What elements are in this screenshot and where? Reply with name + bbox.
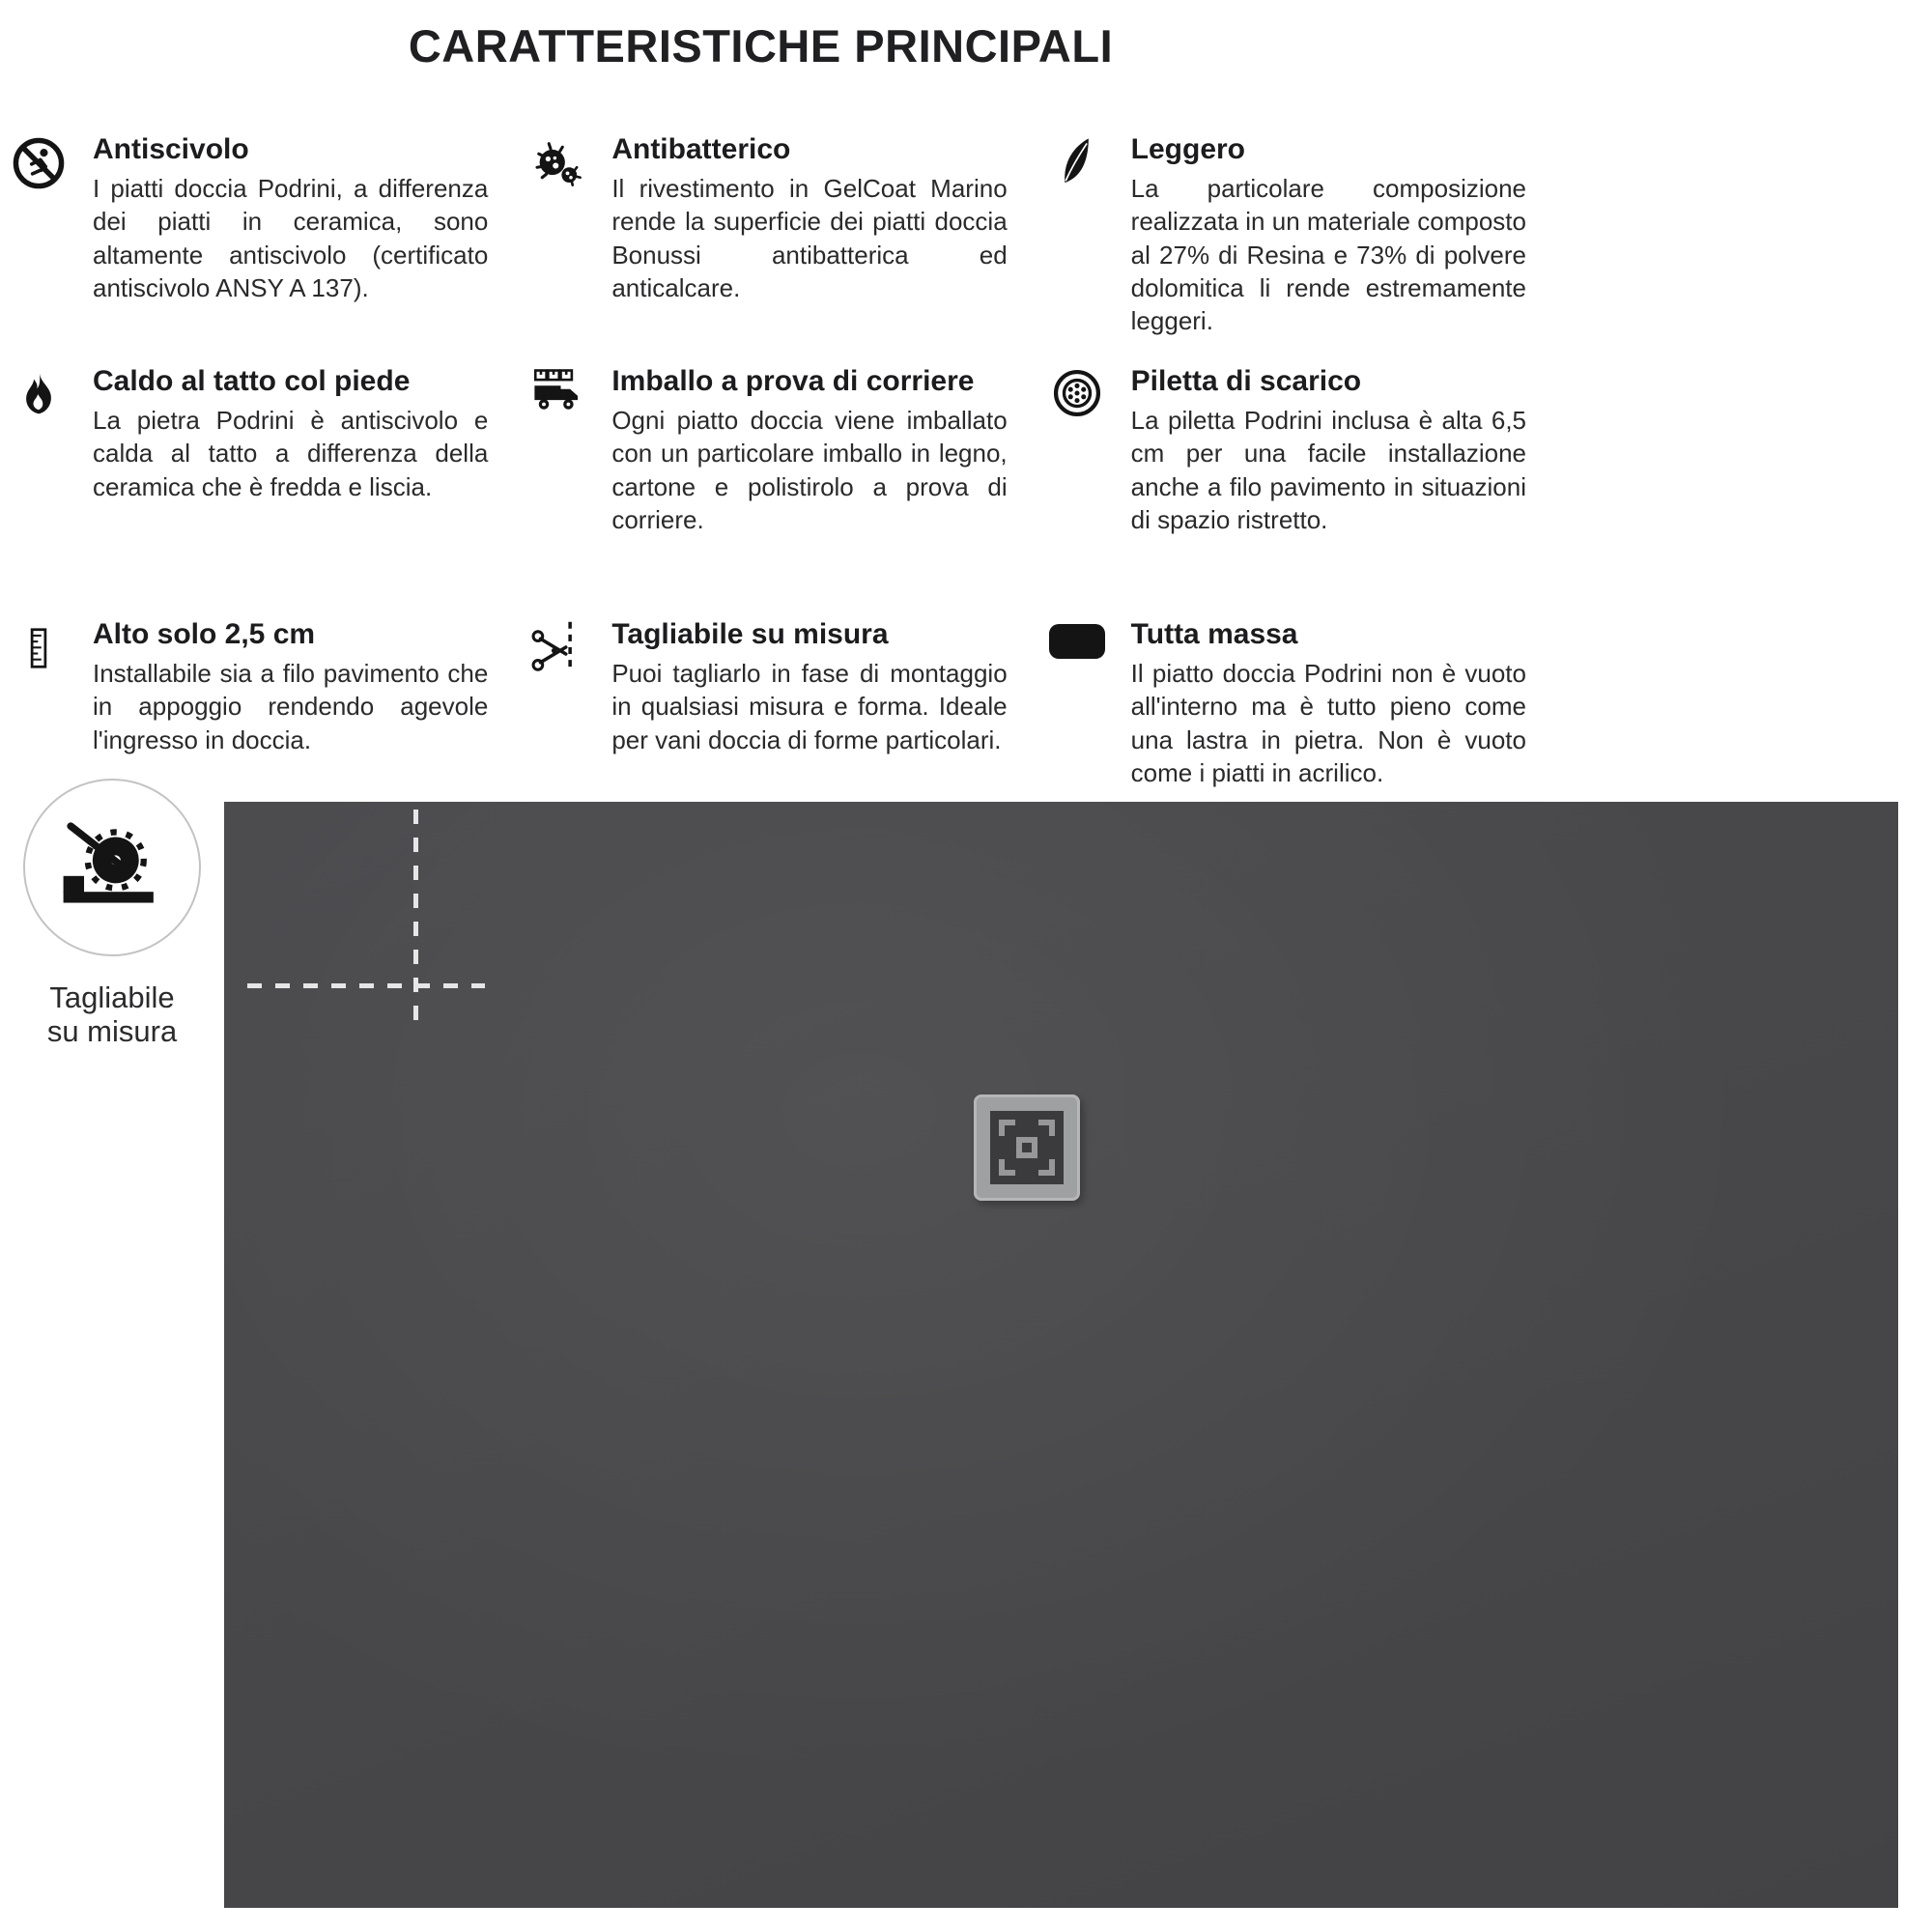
drain-icon [1046,365,1108,419]
feature-title: Tutta massa [1130,618,1298,650]
feature-title: Leggero [1130,133,1246,165]
feather-icon [1046,133,1108,187]
solid-slab-icon [1046,618,1108,659]
feature-piletta [1046,365,1526,536]
feature-leggero [1046,133,1526,338]
feature-antibatterico [526,133,1007,338]
feature-tutta-massa [1046,618,1526,789]
tray-drain-cover [974,1094,1080,1201]
flame-icon [8,365,70,421]
cut-line-horizontal [247,983,485,988]
cut-badge-caption-line1: Tagliabile [49,980,175,1014]
bacteria-icon [526,133,588,189]
feature-imballo [526,365,1007,536]
features-row-2 [8,365,1526,536]
feature-alto-25cm [8,618,488,789]
feature-body: La piletta Podrini inclusa è alta 6,5 cm per una facile installazione anche a filo pavimento in situazioni di spazio ristretto. [1130,406,1526,534]
feature-body: Installabile sia a filo pavimento che in appoggio rendendo agevole l'ingresso in doccia. [93,659,489,754]
feature-title: Alto solo 2,5 cm [93,618,316,650]
features-row-3 [8,618,1526,789]
feature-title: Caldo al tatto col piede [93,365,411,397]
cut-line-vertical [413,810,418,1024]
no-slip-icon [8,133,70,191]
ruler-icon [8,618,70,676]
shower-tray-photo [224,802,1898,1908]
feature-title: Antiscivolo [93,133,249,165]
feature-body: La pietra Podrini è antiscivolo e calda al tatto a differenza della ceramica che è fredda e liscia. [93,406,489,501]
circular-saw-icon [23,779,201,956]
cut-to-size-badge [23,779,201,1048]
features-row-1 [8,133,1526,338]
feature-body: Il rivestimento in GelCoat Marino rende la superficie dei piatti doccia Bonussi antibatterica ed anticalcare. [611,174,1008,302]
feature-body: Puoi tagliarlo in fase di montaggio in qualsiasi misura e forma. Ideale per vani doccia di forme particolari. [611,659,1008,754]
feature-antiscivolo [8,133,488,338]
scissors-cut-icon [526,618,588,674]
cut-badge-caption [23,981,201,1048]
tray-drain-pattern [990,1111,1064,1184]
feature-body: Ogni piatto doccia viene imballato con un particolare imballo in legno, cartone e polistirolo a prova di corriere. [611,406,1008,534]
feature-caldo-al-tatto [8,365,488,536]
feature-body: Il piatto doccia Podrini non è vuoto all'interno ma è tutto pieno come una lastra in pietra. Non è vuoto come i piatti in acrilico. [1130,659,1526,787]
feature-title: Piletta di scarico [1130,365,1362,397]
feature-body: La particolare composizione realizzata in un materiale composto al 27% di Resina e 73% di polvere dolomitica li rende estremamente leggeri. [1130,174,1526,336]
feature-title: Tagliabile su misura [611,618,889,650]
delivery-truck-icon [526,365,588,421]
cut-badge-caption-line2: su misura [46,1013,178,1048]
page-title: CARATTERISTICHE PRINCIPALI [408,20,1114,71]
feature-title: Antibatterico [611,133,791,165]
feature-title: Imballo a prova di corriere [611,365,975,397]
feature-body: I piatti doccia Podrini, a differenza dei piatti in ceramica, sono altamente antiscivolo (certificato antiscivolo ANSY A 137). [93,174,489,302]
feature-tagliabile [526,618,1007,789]
